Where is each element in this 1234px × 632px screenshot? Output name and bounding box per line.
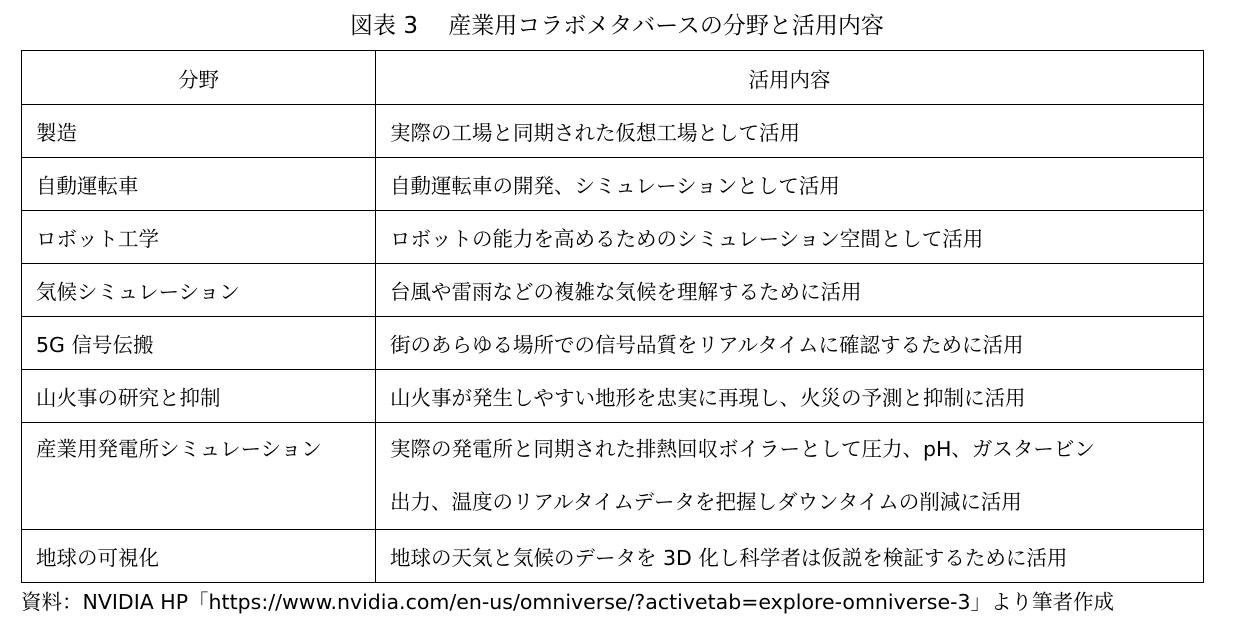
field-cell: 製造 bbox=[22, 105, 376, 158]
table-header-row bbox=[22, 51, 1204, 105]
data-table bbox=[21, 50, 1204, 583]
table-row bbox=[22, 370, 1204, 423]
use-cell-line-2: 出力、温度のリアルタイムデータを把握しダウンタイムの削減に活用 bbox=[390, 490, 1022, 514]
field-cell: 山火事の研究と抑制 bbox=[22, 370, 376, 423]
field-cell: 気候シミュレーション bbox=[22, 264, 376, 317]
table-row bbox=[22, 530, 1204, 583]
table-row bbox=[22, 317, 1204, 370]
use-cell: 台風や雷雨などの複雑な気候を理解するために活用 bbox=[376, 264, 1204, 317]
table-row bbox=[22, 158, 1204, 211]
use-cell: 実際の工場と同期された仮想工場として活用 bbox=[376, 105, 1204, 158]
table-row bbox=[22, 211, 1204, 264]
table-row bbox=[22, 105, 1204, 158]
source-note: 資料：NVIDIA HP「https://www.nvidia.com/en-us/omniverse/?activetab=explore-omniverse-3」より筆者作成 bbox=[21, 590, 1115, 614]
use-cell: 山火事が発生しやすい地形を忠実に再現し、火災の予測と抑制に活用 bbox=[376, 370, 1204, 423]
table-row bbox=[22, 264, 1204, 317]
column-header-use: 活用内容 bbox=[376, 51, 1204, 105]
field-cell: ロボット工学 bbox=[22, 211, 376, 264]
use-cell bbox=[376, 423, 1204, 530]
table-row bbox=[22, 423, 1204, 530]
field-cell: 自動運転車 bbox=[22, 158, 376, 211]
use-cell: ロボットの能力を高めるためのシミュレーション空間として活用 bbox=[376, 211, 1204, 264]
field-cell: 産業用発電所シミュレーション bbox=[22, 423, 376, 530]
use-cell: 街のあらゆる場所での信号品質をリアルタイムに確認するために活用 bbox=[376, 317, 1204, 370]
use-cell: 自動運転車の開発、シミュレーションとして活用 bbox=[376, 158, 1204, 211]
use-cell: 地球の天気と気候のデータを 3D 化し科学者は仮説を検証するために活用 bbox=[376, 530, 1204, 583]
column-header-field: 分野 bbox=[22, 51, 376, 105]
use-cell-line-1: 実際の発電所と同期された排熱回収ボイラーとして圧力、pH、ガスタービン bbox=[390, 437, 1095, 461]
figure-title: 図表 3 産業用コラボメタバースの分野と活用内容 bbox=[350, 13, 884, 39]
field-cell: 地球の可視化 bbox=[22, 530, 376, 583]
field-cell: 5G 信号伝搬 bbox=[22, 317, 376, 370]
